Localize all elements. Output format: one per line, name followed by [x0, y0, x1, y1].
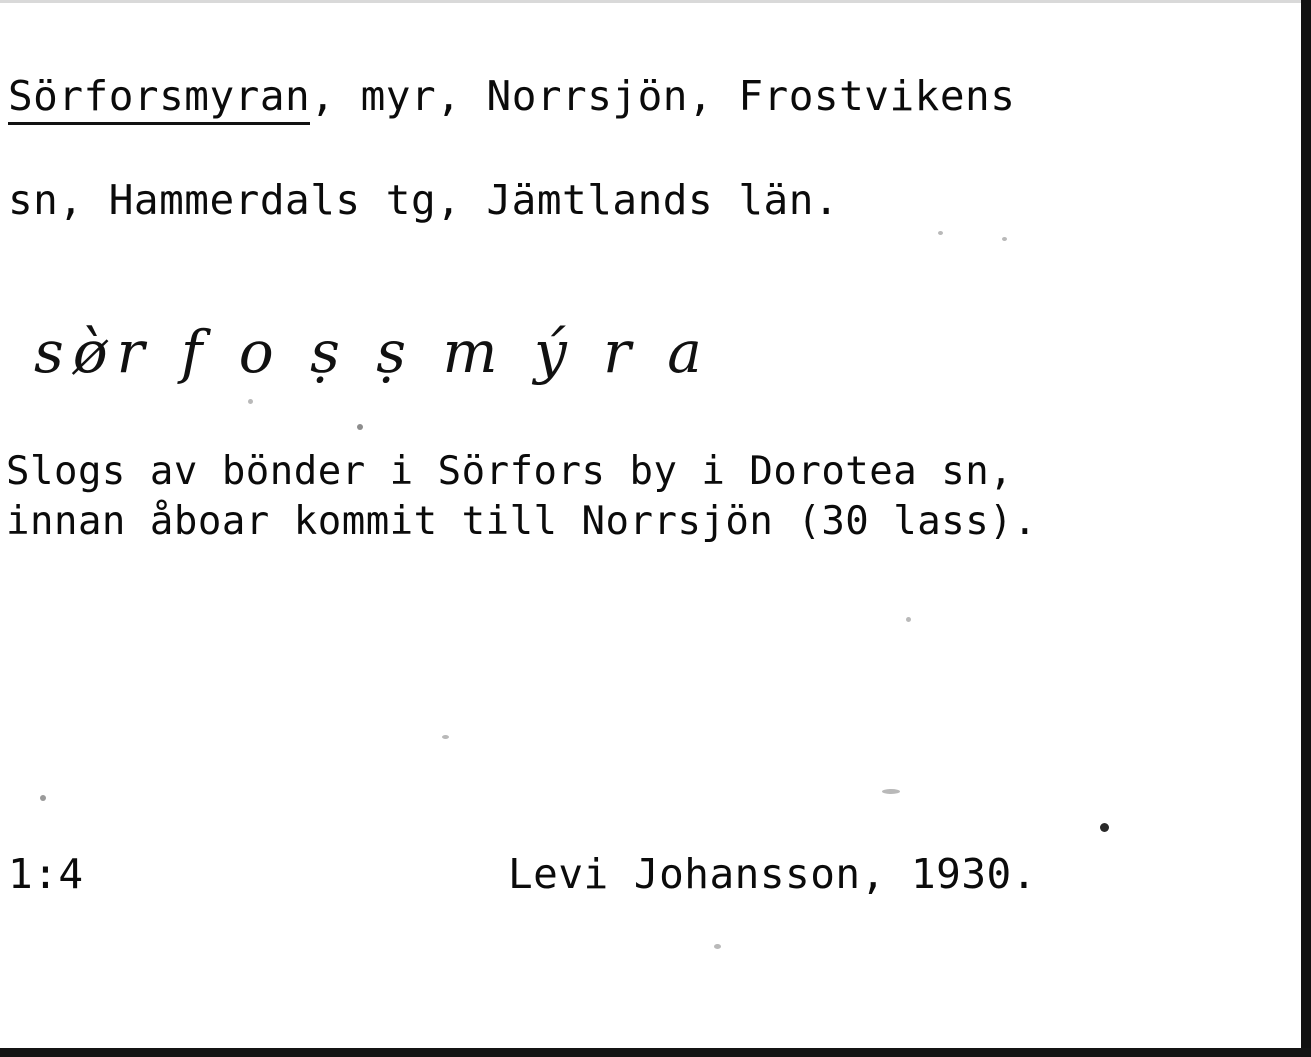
- classification-code: 1:4: [8, 850, 84, 898]
- entry-headline: [8, 72, 1016, 120]
- scan-speck: [1100, 823, 1109, 832]
- scan-speck: [1002, 237, 1007, 241]
- card-bottom-edge: [0, 1048, 1311, 1057]
- scan-speck: [40, 795, 46, 801]
- card-top-edge: [0, 0, 1311, 3]
- scan-speck: [882, 789, 900, 794]
- note-line-1: Slogs av bönder i Sörfors by i Dorotea sn,: [6, 449, 1014, 494]
- headword: Sörforsmyran: [8, 72, 310, 125]
- headword-qualifiers: , myr, Norrsjön, Frostvikens: [310, 72, 1016, 120]
- scan-speck: [714, 944, 721, 949]
- attribution: Levi Johansson, 1930.: [508, 850, 1037, 898]
- entry-location-line: sn, Hammerdals tg, Jämtlands län.: [8, 176, 840, 224]
- card-right-edge: [1301, 0, 1311, 1057]
- phonetic-transcription: sø̀r f o ṣ ṣ m ý r a: [34, 318, 711, 386]
- scan-speck: [442, 735, 449, 739]
- scan-speck: [357, 424, 363, 430]
- scan-speck: [248, 399, 253, 404]
- scan-speck: [906, 617, 911, 622]
- scan-speck: [938, 231, 943, 235]
- note-line-2: innan åboar kommit till Norrsjön (30 lass).: [6, 499, 1038, 544]
